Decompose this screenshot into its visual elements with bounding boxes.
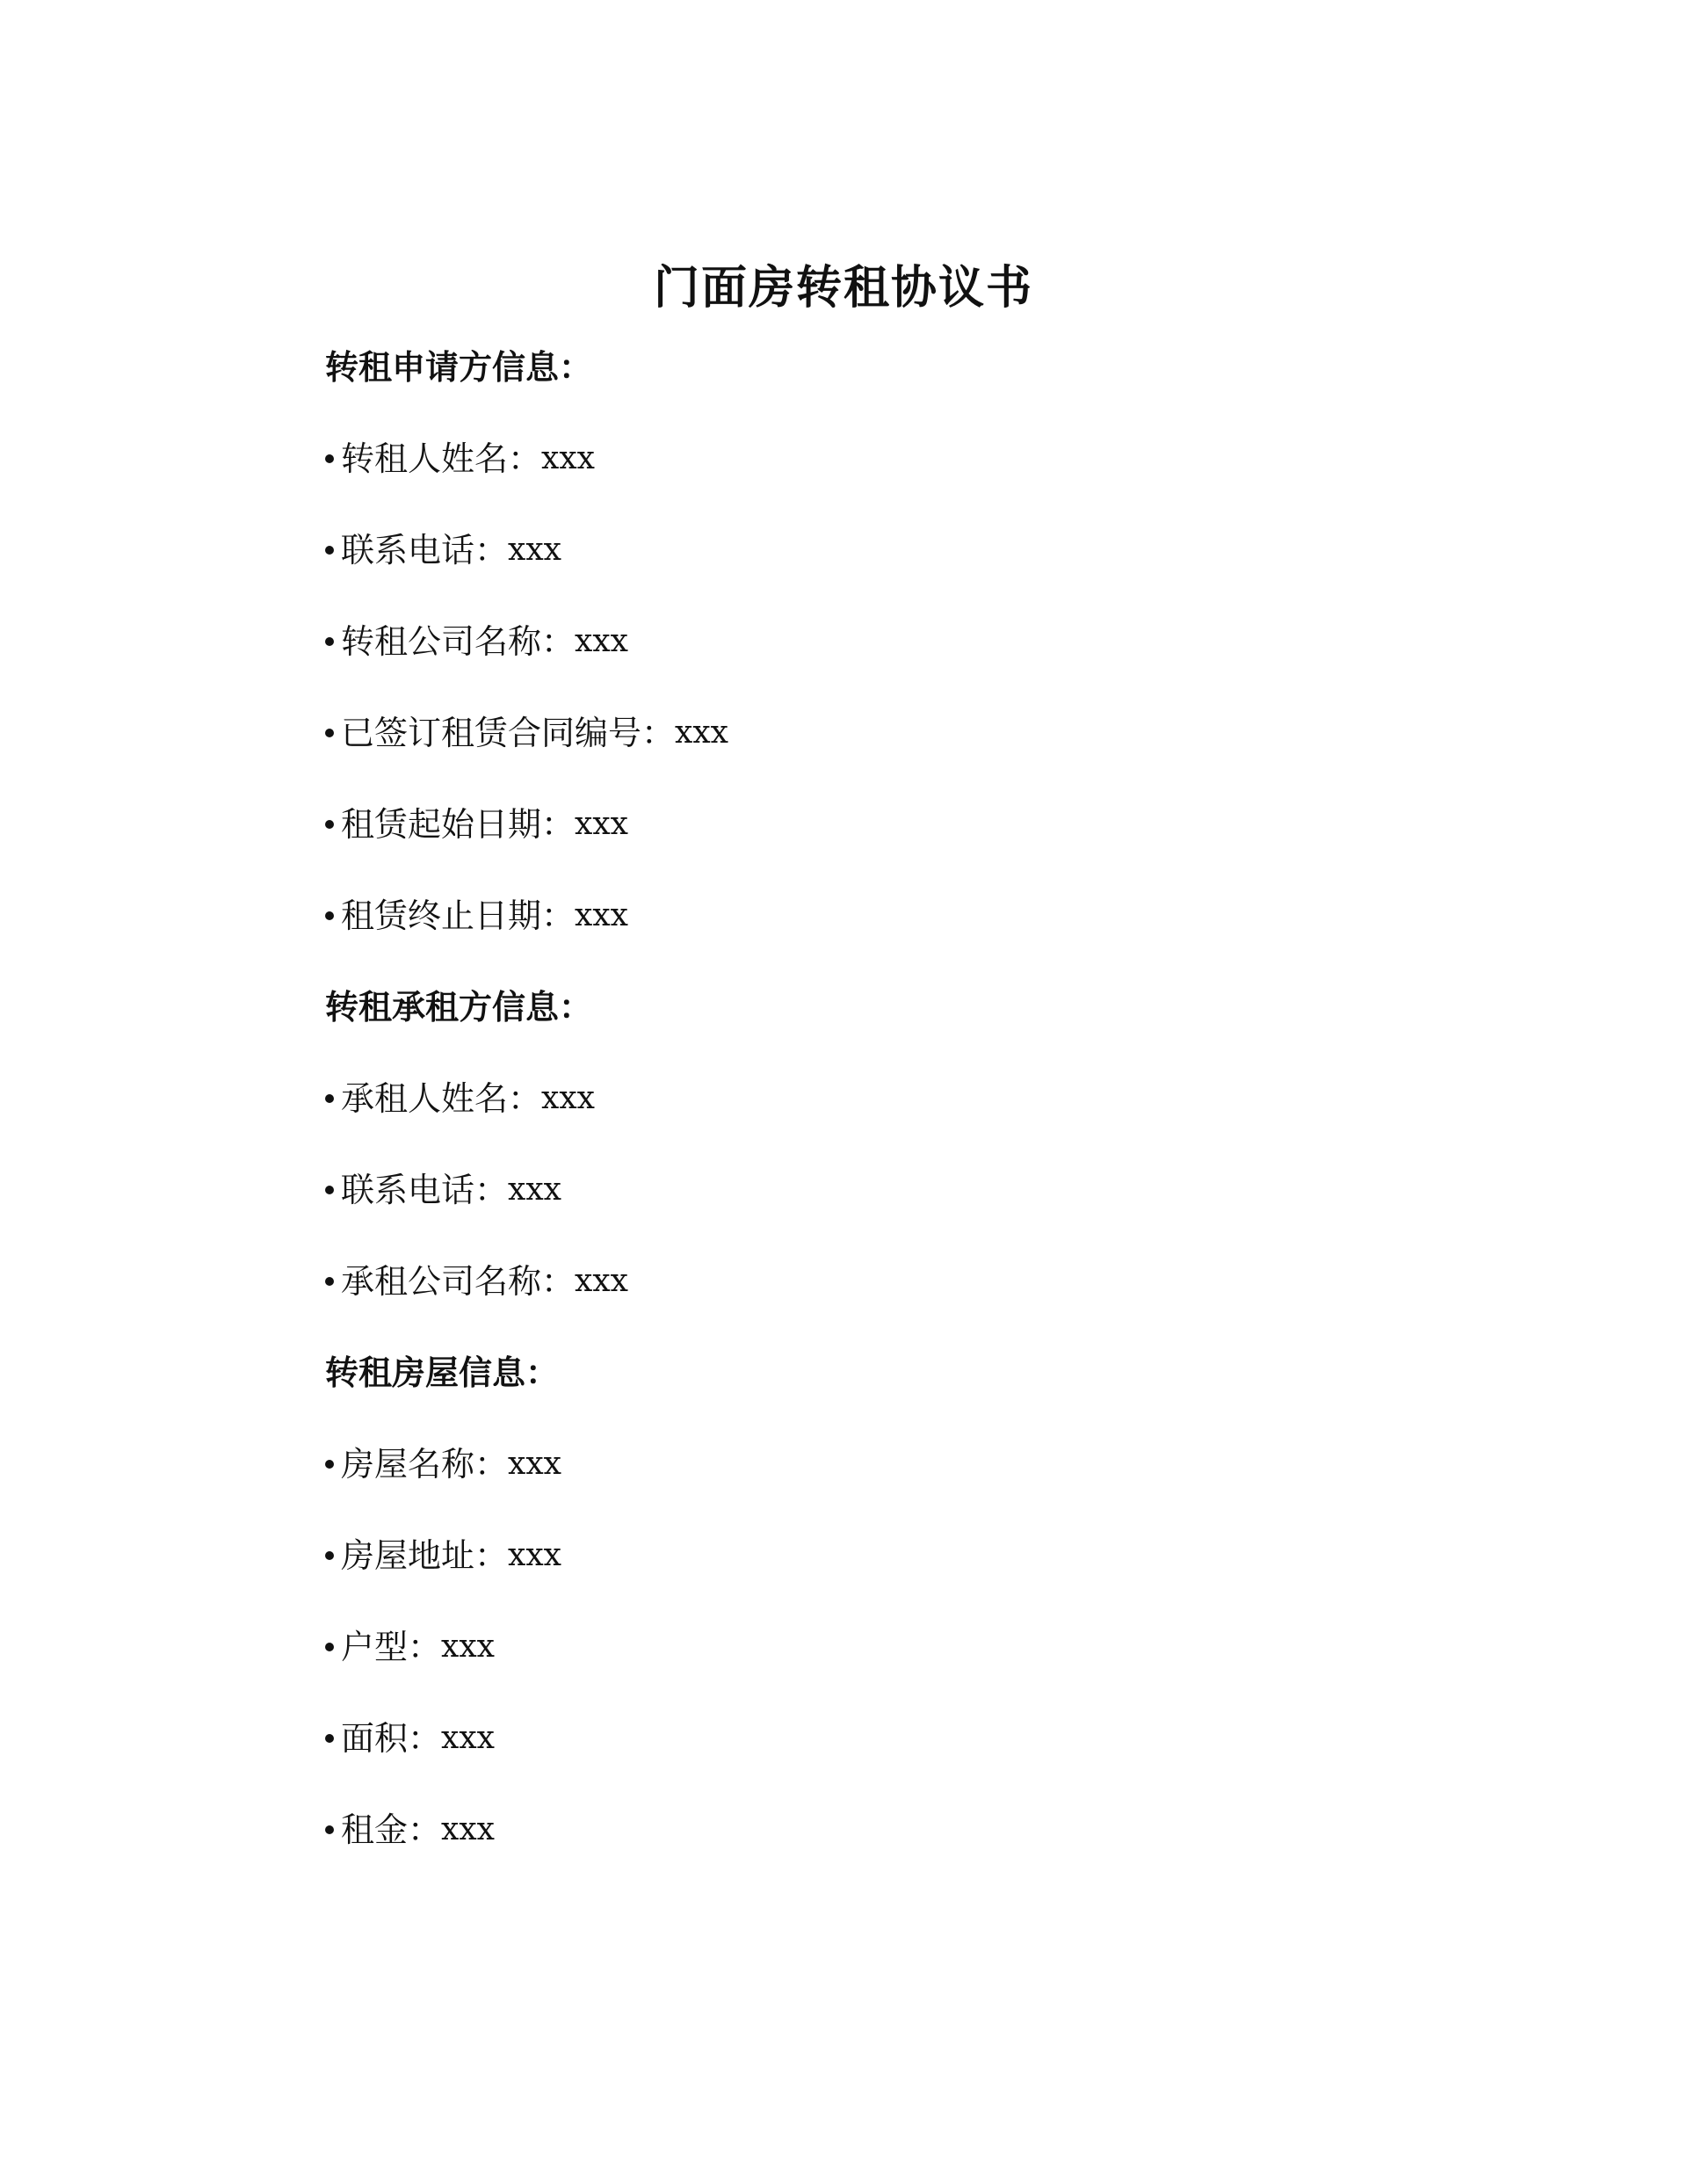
bullet-icon [325, 1460, 334, 1469]
field-value: xxx [541, 440, 595, 476]
field-label: 联系电话： [341, 1171, 509, 1209]
field-list [325, 1441, 1379, 1853]
bullet-icon [325, 1825, 334, 1834]
section-heading: 转租房屋信息： [325, 1353, 560, 1392]
field-label: 已签订租赁合同编号： [341, 714, 676, 752]
field-label: 转租人姓名： [341, 439, 542, 478]
field-tenant-name [325, 1076, 1379, 1121]
document-body [325, 345, 1379, 1898]
section-tenant-info [325, 984, 1379, 1304]
field-label: 房屋地址： [341, 1536, 509, 1575]
field-value: xxx [508, 1446, 561, 1482]
field-label: 联系电话： [341, 531, 509, 570]
bullet-icon [325, 637, 334, 646]
field-value: xxx [575, 623, 628, 659]
field-value: xxx [441, 1720, 495, 1756]
field-value: xxx [441, 1629, 495, 1665]
field-area [325, 1716, 1379, 1761]
bullet-icon [325, 1277, 334, 1286]
field-value: xxx [675, 715, 728, 751]
field-rent [325, 1807, 1379, 1853]
field-value: xxx [508, 532, 561, 568]
bullet-icon [325, 1551, 334, 1560]
bullet-icon [325, 1734, 334, 1743]
bullet-icon [325, 454, 334, 463]
field-value: xxx [508, 1537, 561, 1573]
field-layout [325, 1624, 1379, 1670]
field-value: xxx [541, 1080, 595, 1116]
field-phone [325, 527, 1379, 573]
field-label: 承租人姓名： [341, 1079, 542, 1118]
section-heading: 转租承租方信息： [325, 987, 593, 1027]
bullet-icon [325, 1186, 334, 1194]
bullet-icon [325, 1094, 334, 1103]
field-lease-end-date [325, 893, 1379, 939]
field-value: xxx [508, 1172, 561, 1208]
field-list [325, 1076, 1379, 1304]
bullet-icon [325, 546, 334, 555]
field-label: 租赁终止日期： [341, 896, 576, 935]
section-property-info [325, 1350, 1379, 1853]
field-label: 房屋名称： [341, 1445, 509, 1484]
field-value: xxx [441, 1811, 495, 1847]
field-label: 户型： [341, 1628, 442, 1666]
field-property-name [325, 1441, 1379, 1487]
field-contract-number [325, 710, 1379, 756]
section-applicant-info [325, 345, 1379, 939]
field-label: 租金： [341, 1810, 442, 1849]
field-value: xxx [575, 806, 628, 842]
field-label: 承租公司名称： [341, 1262, 576, 1301]
field-company-name [325, 619, 1379, 664]
field-value: xxx [575, 1263, 628, 1299]
field-value: xxx [575, 897, 628, 933]
field-label: 面积： [341, 1719, 442, 1758]
field-subtenant-name [325, 436, 1379, 482]
bullet-icon [325, 729, 334, 737]
field-list [325, 436, 1379, 939]
field-phone [325, 1167, 1379, 1213]
field-property-address [325, 1533, 1379, 1578]
section-heading: 转租申请方信息： [325, 347, 593, 387]
field-label: 转租公司名称： [341, 622, 576, 661]
field-lease-start-date [325, 802, 1379, 847]
bullet-icon [325, 911, 334, 920]
bullet-icon [325, 1643, 334, 1651]
field-company-name [325, 1259, 1379, 1304]
bullet-icon [325, 820, 334, 829]
document-title: 门面房转租协议书 [653, 261, 1033, 315]
field-label: 租赁起始日期： [341, 805, 576, 844]
